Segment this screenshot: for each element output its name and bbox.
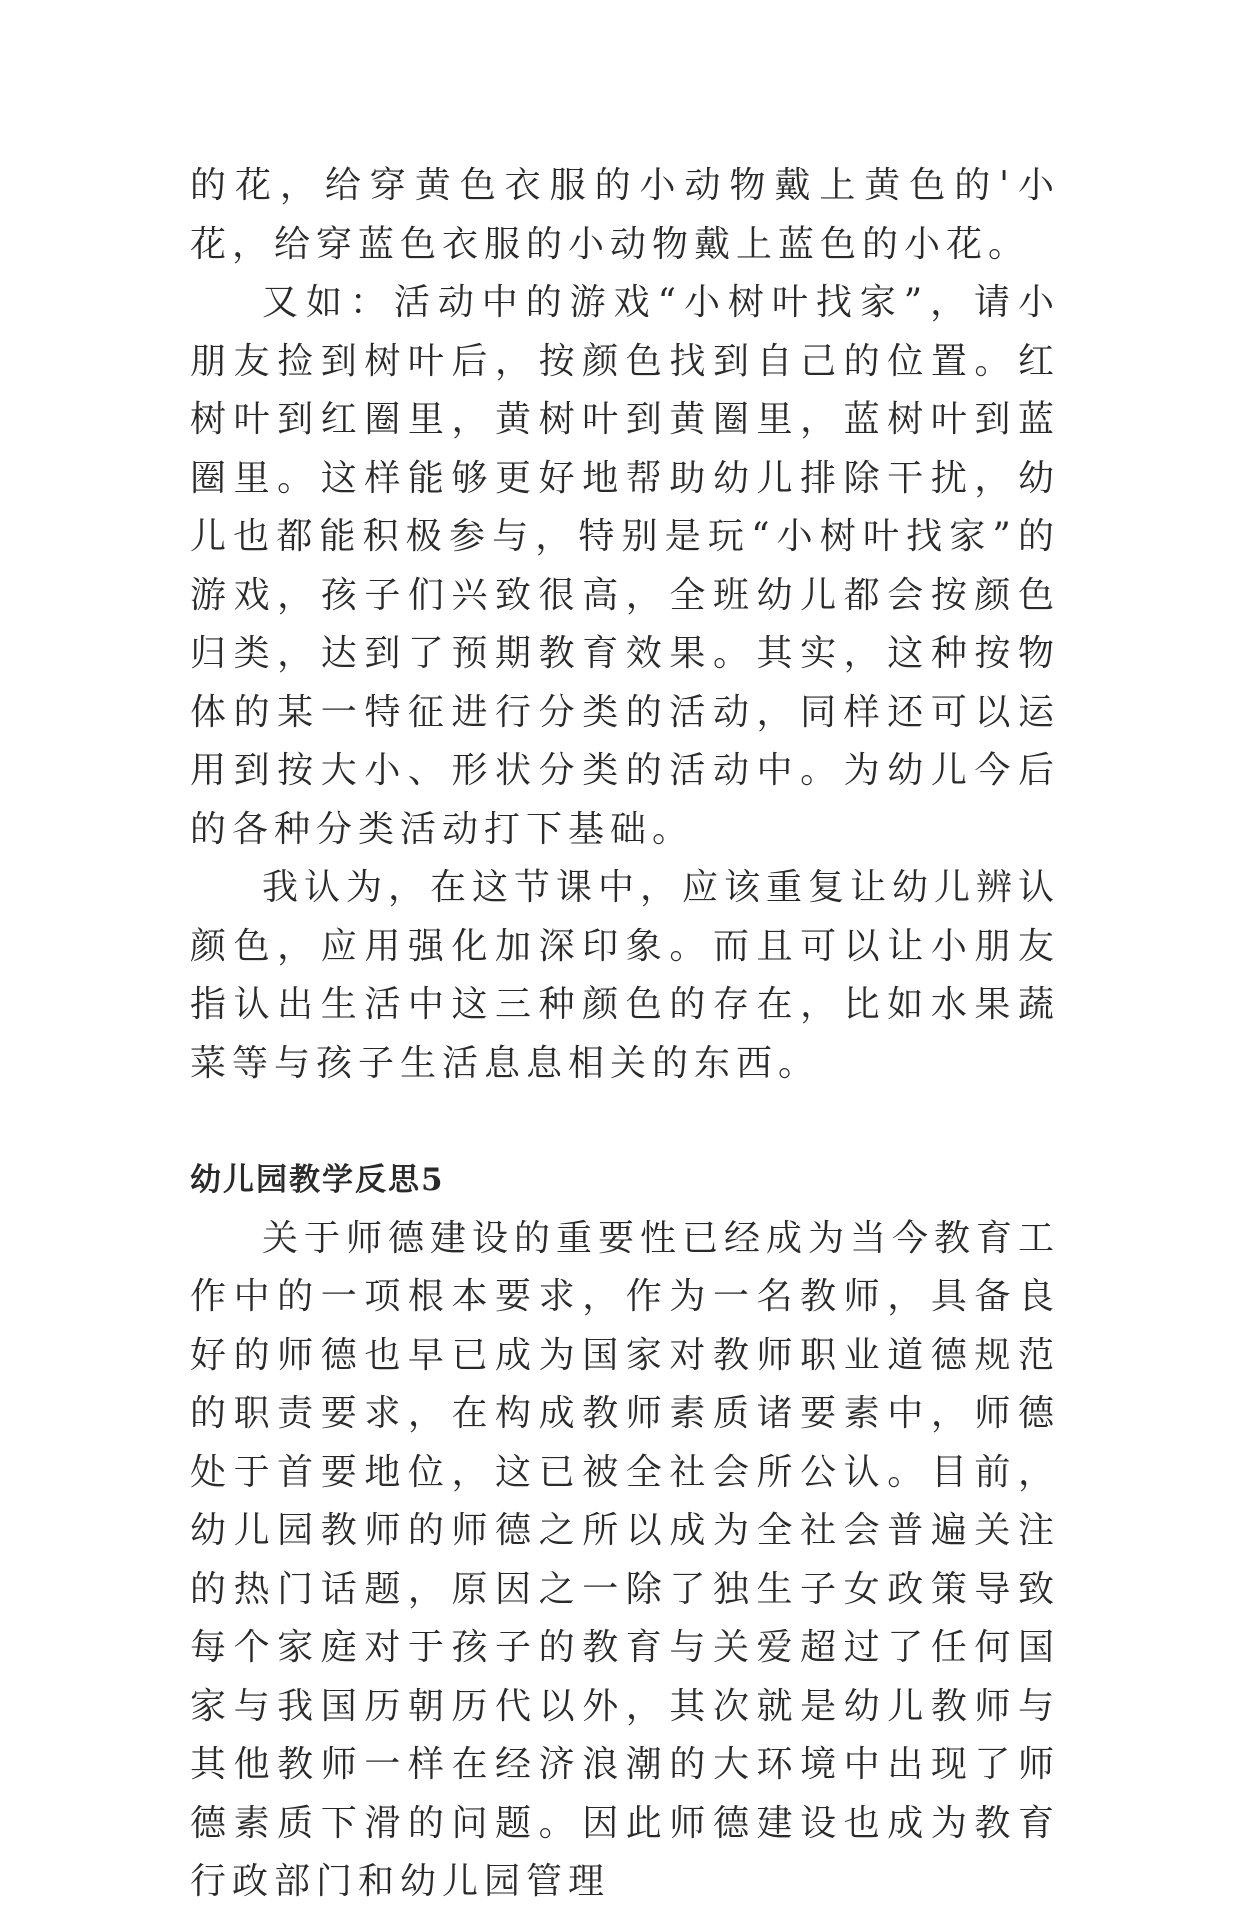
document-body — [190, 157, 1060, 1912]
paragraph-example: 又如：活动中的游戏“小树叶找家”，请小朋友捡到树叶后，按颜色找到自己的位置。红树叶到红圈里，黄树叶到黄圈里，蓝树叶到蓝圈里。这样能够更好地帮助幼儿排除干扰，幼儿也都能积极参与，特别是玩“小树叶找家”的游戏，孩子们兴致很高，全班幼儿都会按颜色归类，达到了预期教育效果。其实，这种按物体的某一特征进行分类的活动，同样还可以运用到按大小、形状分类的活动中。为幼儿今后的各种分类活动打下基础。 — [190, 282, 1060, 850]
paragraph-opinion: 我认为，在这节课中，应该重复让幼儿辨认颜色，应用强化加深印象。而且可以让小朋友指认出生活中这三种颜色的存在，比如水果蔬菜等与孩子生活息息相关的东西。 — [190, 867, 1061, 1084]
paragraph-continuation: 的花，给穿黄色衣服的小动物戴上黄色的'小花，给穿蓝色衣服的小动物戴上蓝色的小花。 — [190, 165, 1060, 265]
paragraph-section-intro: 关于师德建设的重要性已经成为当今教育工作中的一项根本要求，作为一名教师，具备良好的师德也早已成为国家对教师职业道德规范的职责要求，在构成教师素质诸要素中，师德处于首要地位，这已被全社会所公认。目前，幼儿园教师的师德之所以成为全社会普遍关注的热门话题，原因之一除了独生子女政策导致每个家庭对于孩子的教育与关爱超过了任何国家与我国历朝历代以外，其次就是幼儿教师与其他教师一样在经济浪潮的大环境中出现了师德素质下滑的问题。因此师德建设也成为教育行政部门和幼儿园管理 — [190, 1217, 1061, 1902]
section-heading: 幼儿园教学反思5 — [190, 1162, 445, 1198]
section-spacer — [190, 1093, 1060, 1151]
